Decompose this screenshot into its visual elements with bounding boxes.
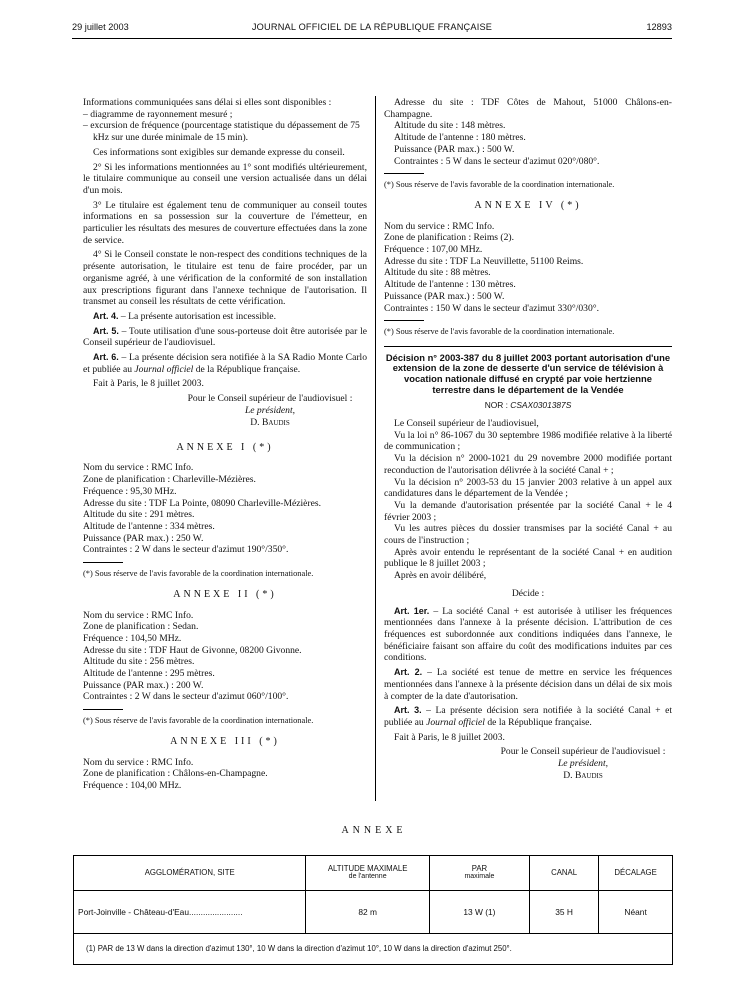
annex-title: ANNEXE [341,825,407,836]
annex-3-title: ANNEXE III (*) [170,736,280,748]
col-header-canal: CANAL [529,856,598,891]
page-header [72,22,672,34]
article-text: – La présente décision sera notifiée à la SA Radio Monte Carlo et publiée au [83,352,367,375]
left-column [83,97,367,792]
annex-line: Puissance (PAR max.) : 500 W. [394,143,515,155]
nor-label: NOR : [484,399,511,410]
decide-heading: Décide : [511,587,545,599]
annex-3-list [83,757,367,792]
section-rule [384,346,672,347]
paragraph: 2° Si les informations mentionnées au 1° sont modifiés ultérieurement, le titulaire communique au conseil une version actualisée dans un délai d'un mois. [83,161,367,196]
article-6 [83,352,367,375]
annex-line: Altitude du site : 291 mètres. [83,509,195,521]
recital: Vu la décision n° 2000-1021 du 29 novembre 2000 modifiée portant reconduction de l'autorisation délivrée à la société Canal + ; [384,453,672,476]
footnote: (*) Sous réserve de l'avis favorable de la coordination internationale. [384,180,615,190]
footnote-rule [83,562,123,563]
header-journal-title: JOURNAL OFFICIEL DE LA RÉPUBLIQUE FRANÇAISE [251,22,493,32]
recital: Vu la demande d'autorisation présentée par la société Canal + le 4 février 2003 ; [384,499,672,523]
signature-block [173,393,367,428]
article-text: de la République française. [193,363,301,375]
header-page-number: 12893 [646,22,672,32]
footnote-rule [384,320,424,321]
annex-line: Adresse du site : TDF La Neuvillette, 51100 Reims. [384,255,584,267]
right-column [384,97,672,781]
footnote-rule [83,709,123,710]
recital: Vu les autres pièces du dossier transmises par la société Canal + au cours de l'instruction ; [384,523,672,547]
footnote: (*) Sous réserve de l'avis favorable de la coordination internationale. [83,569,314,579]
header-date: 29 juillet 2003 [72,22,129,32]
annex-line: Altitude de l'antenne : 130 mètres. [384,279,516,291]
text-line: – diagramme de rayonnement mesuré ; [83,108,233,120]
annex-line: Altitude du site : 148 mètres. [394,120,506,132]
annex-4-list [384,221,672,315]
paragraph: Ces informations sont exigibles sur demande expresse du conseil. [93,146,345,158]
annex-line: Contraintes : 150 W dans le secteur d'azimut 330°/030°. [384,302,600,314]
col-header-decalage: DÉCALAGE [599,856,673,891]
col-header-par [429,856,529,891]
cell-site [74,891,306,934]
nor-code: CSAX0301387S [510,399,572,410]
signature-line: Pour le Conseil supérieur de l'audiovisuel : [500,746,666,758]
article-4 [83,311,367,323]
annex-line: Puissance (PAR max.) : 500 W. [384,290,505,302]
header-line: ALTITUDE MAXIMALE [327,864,408,874]
decision-title: Décision n° 2003-387 du 8 juillet 2003 portant autorisation d'une extension de la zone de desserte d'un service de télévision à vocation nationale diffusé en crypté par voie hertzienne terrestre dans le département de la Vendée [385,351,671,395]
annex-line: Altitude de l'antenne : 180 mètres. [394,132,526,144]
recital: Après avoir entendu le représentant de la société Canal + en audition publique le 8 juillet 2003 ; [384,546,672,570]
article-text: – Toute utilisation d'une sous-porteuse doit être autorisée par le Conseil supérieur de l'audiovisuel. [83,325,367,349]
annex-line: Altitude de l'antenne : 295 mètres. [83,668,215,680]
article-label: Art. 1er. [394,605,430,616]
header-subline: maximale [464,873,495,881]
recital: Vu la loi n° 86-1067 du 30 septembre 1986 modifiée relative à la liberté de communication ; [384,429,672,453]
signature-name: D. Baudis [563,769,603,781]
annex-line: Contraintes : 2 W dans le secteur d'azimut 190°/350°. [83,544,289,556]
table-header-row [74,856,673,891]
table-note-row [74,934,673,965]
cell-altitude: 82 m [306,891,430,934]
annex-line: Contraintes : 5 W dans le secteur d'azimut 020°/080°. [394,155,600,167]
column-divider [375,96,376,801]
annex-line: Nom du service : RMC Info. [384,220,495,232]
article-label: Art. 4. [93,310,119,321]
article-label: Art. 5. [93,325,119,336]
annex-3-continued [384,97,672,167]
article-2 [384,667,672,702]
annex-2-title: ANNEXE II (*) [173,589,277,601]
annex-line: Nom du service : RMC Info. [83,462,194,474]
annex-line: Zone de planification : Charleville-Mézières. [83,474,256,486]
paragraph: 4° Si le Conseil constate le non-respect des conditions techniques de la présente autorisation, le titulaire est tenu de faire procéder, par un organisme agréé, à une vérification de la conformité de son installation aux prescriptions figurant dans l'annexe technique de l'autorisation. Il transmet au conseil les résultats de cette vérification. [83,249,367,308]
signature-role: Le président, [244,404,296,416]
signature-block [494,746,672,781]
article-text: – La présente autorisation est incessible. [118,310,276,322]
annex-line: Fréquence : 104,00 MHz. [83,780,182,791]
journal-name: Journal officiel [426,716,485,728]
recital: Vu la décision n° 2003-53 du 15 janvier 2003 relative à un appel aux candidatures dans le département de la Vendée ; [384,476,672,500]
annex-line: Zone de planification : Sedan. [83,621,199,633]
fait-line: Fait à Paris, le 8 juillet 2003. [394,731,505,743]
recital: Le Conseil supérieur de l'audiovisuel, [394,418,539,430]
article-text: – La société est tenue de mettre en service les fréquences mentionnées dans l'annexe à la présente décision dans un délai de six mois à compter de la date d'autorisation. [384,667,672,702]
paragraph: 3° Le titulaire est également tenu de communiquer au conseil toutes informations en sa possession sur la couverture de l'émetteur, en particulier les résultats des mesures de couverture effectuées dans la zone de service. [83,199,367,246]
annex-line: Altitude du site : 88 mètres. [384,267,491,279]
leader-dots: ....................... [189,906,243,917]
article-label: Art. 2. [394,667,423,678]
table-note: (1) PAR de 13 W dans la direction d'azimut 130°, 10 W dans la direction d'azimut 10°, 10 W dans la direction d'azimut 250°. [74,934,673,965]
annex-line: Fréquence : 95,30 MHz. [83,485,177,497]
recital: Après en avoir délibéré, [394,570,487,582]
article-label: Art. 3. [394,705,422,716]
annex-table [73,855,673,965]
footnote: (*) Sous réserve de l'avis favorable de la coordination internationale. [384,327,615,337]
footnote-rule [384,173,424,174]
annex-1-title: ANNEXE I (*) [176,442,274,454]
header-rule [72,38,672,39]
header-subline: de l'antenne [348,873,387,881]
col-header-site: AGGLOMÉRATION, SITE [74,856,306,891]
article-text: de la République française. [484,716,592,728]
annex-line: Altitude de l'antenne : 334 mètres. [83,520,215,532]
annex-line: Fréquence : 104,50 MHz. [83,632,182,644]
annex-line: Nom du service : RMC Info. [83,756,194,768]
annex-line: Contraintes : 2 W dans le secteur d'azimut 060°/100°. [83,691,289,703]
annex-line: Puissance (PAR max.) : 200 W. [83,679,204,691]
col-header-altitude [306,856,430,891]
header-line: PAR [471,864,488,874]
cell-par: 13 W (1) [429,891,529,934]
nor-reference [384,400,672,410]
fait-line: Fait à Paris, le 8 juillet 2003. [93,378,204,390]
annex-line: Zone de planification : Reims (2). [384,232,515,244]
article-text: – La présente décision sera notifiée à la société Canal + et publiée au [384,705,673,728]
cell-canal: 35 H [529,891,598,934]
signature-line: Pour le Conseil supérieur de l'audiovisuel : [187,393,353,405]
signature-name: D. Baudis [250,416,290,428]
site-name: Port-Joinville - Château-d'Eau [78,906,189,917]
text-line: Informations communiquées sans délai si elles sont disponibles : [83,97,332,108]
annex-line: Zone de planification : Châlons-en-Champagne. [83,768,268,780]
table-row [74,891,673,934]
annex-line: Adresse du site : TDF Côtes de Mahout, 51000 Châlons-en-Champagne. [384,97,672,120]
annex-line: Adresse du site : TDF La Pointe, 08090 Charleville-Mézières. [83,497,322,509]
signature-role: Le président, [557,758,609,770]
article-3 [384,705,672,728]
article-label: Art. 6. [93,352,119,363]
annex-line: Fréquence : 107,00 MHz. [384,244,483,256]
annex-line: Nom du service : RMC Info. [83,609,194,621]
annex-4-title: ANNEXE IV (*) [474,200,582,212]
text-line: – excursion de fréquence (pourcentage statistique du dépassement de 75 kHz sur une durée minimale de 15 min). [83,120,360,144]
cell-decalage: Néant [599,891,673,934]
article-5 [83,326,367,349]
annex-line: Altitude du site : 256 mètres. [83,656,195,668]
annex-line: Adresse du site : TDF Haut de Givonne, 08200 Givonne. [83,644,302,656]
journal-name: Journal officiel [134,363,194,375]
annex-1-list [83,462,367,556]
article-text: – La société Canal + est autorisée à utiliser les fréquences mentionnées dans l'annexe à la présente décision. L'attribution de ces fréquences est subordonnée aux conditions indiquées dans l'annexe, le bénéficiaire faisant son affaire du coût des modifications induites par ces conditions. [384,605,672,664]
annex-line: Puissance (PAR max.) : 250 W. [83,532,204,544]
annex-2-list [83,610,367,704]
footnote: (*) Sous réserve de l'avis favorable de la coordination internationale. [83,716,314,726]
article-1 [384,606,672,665]
